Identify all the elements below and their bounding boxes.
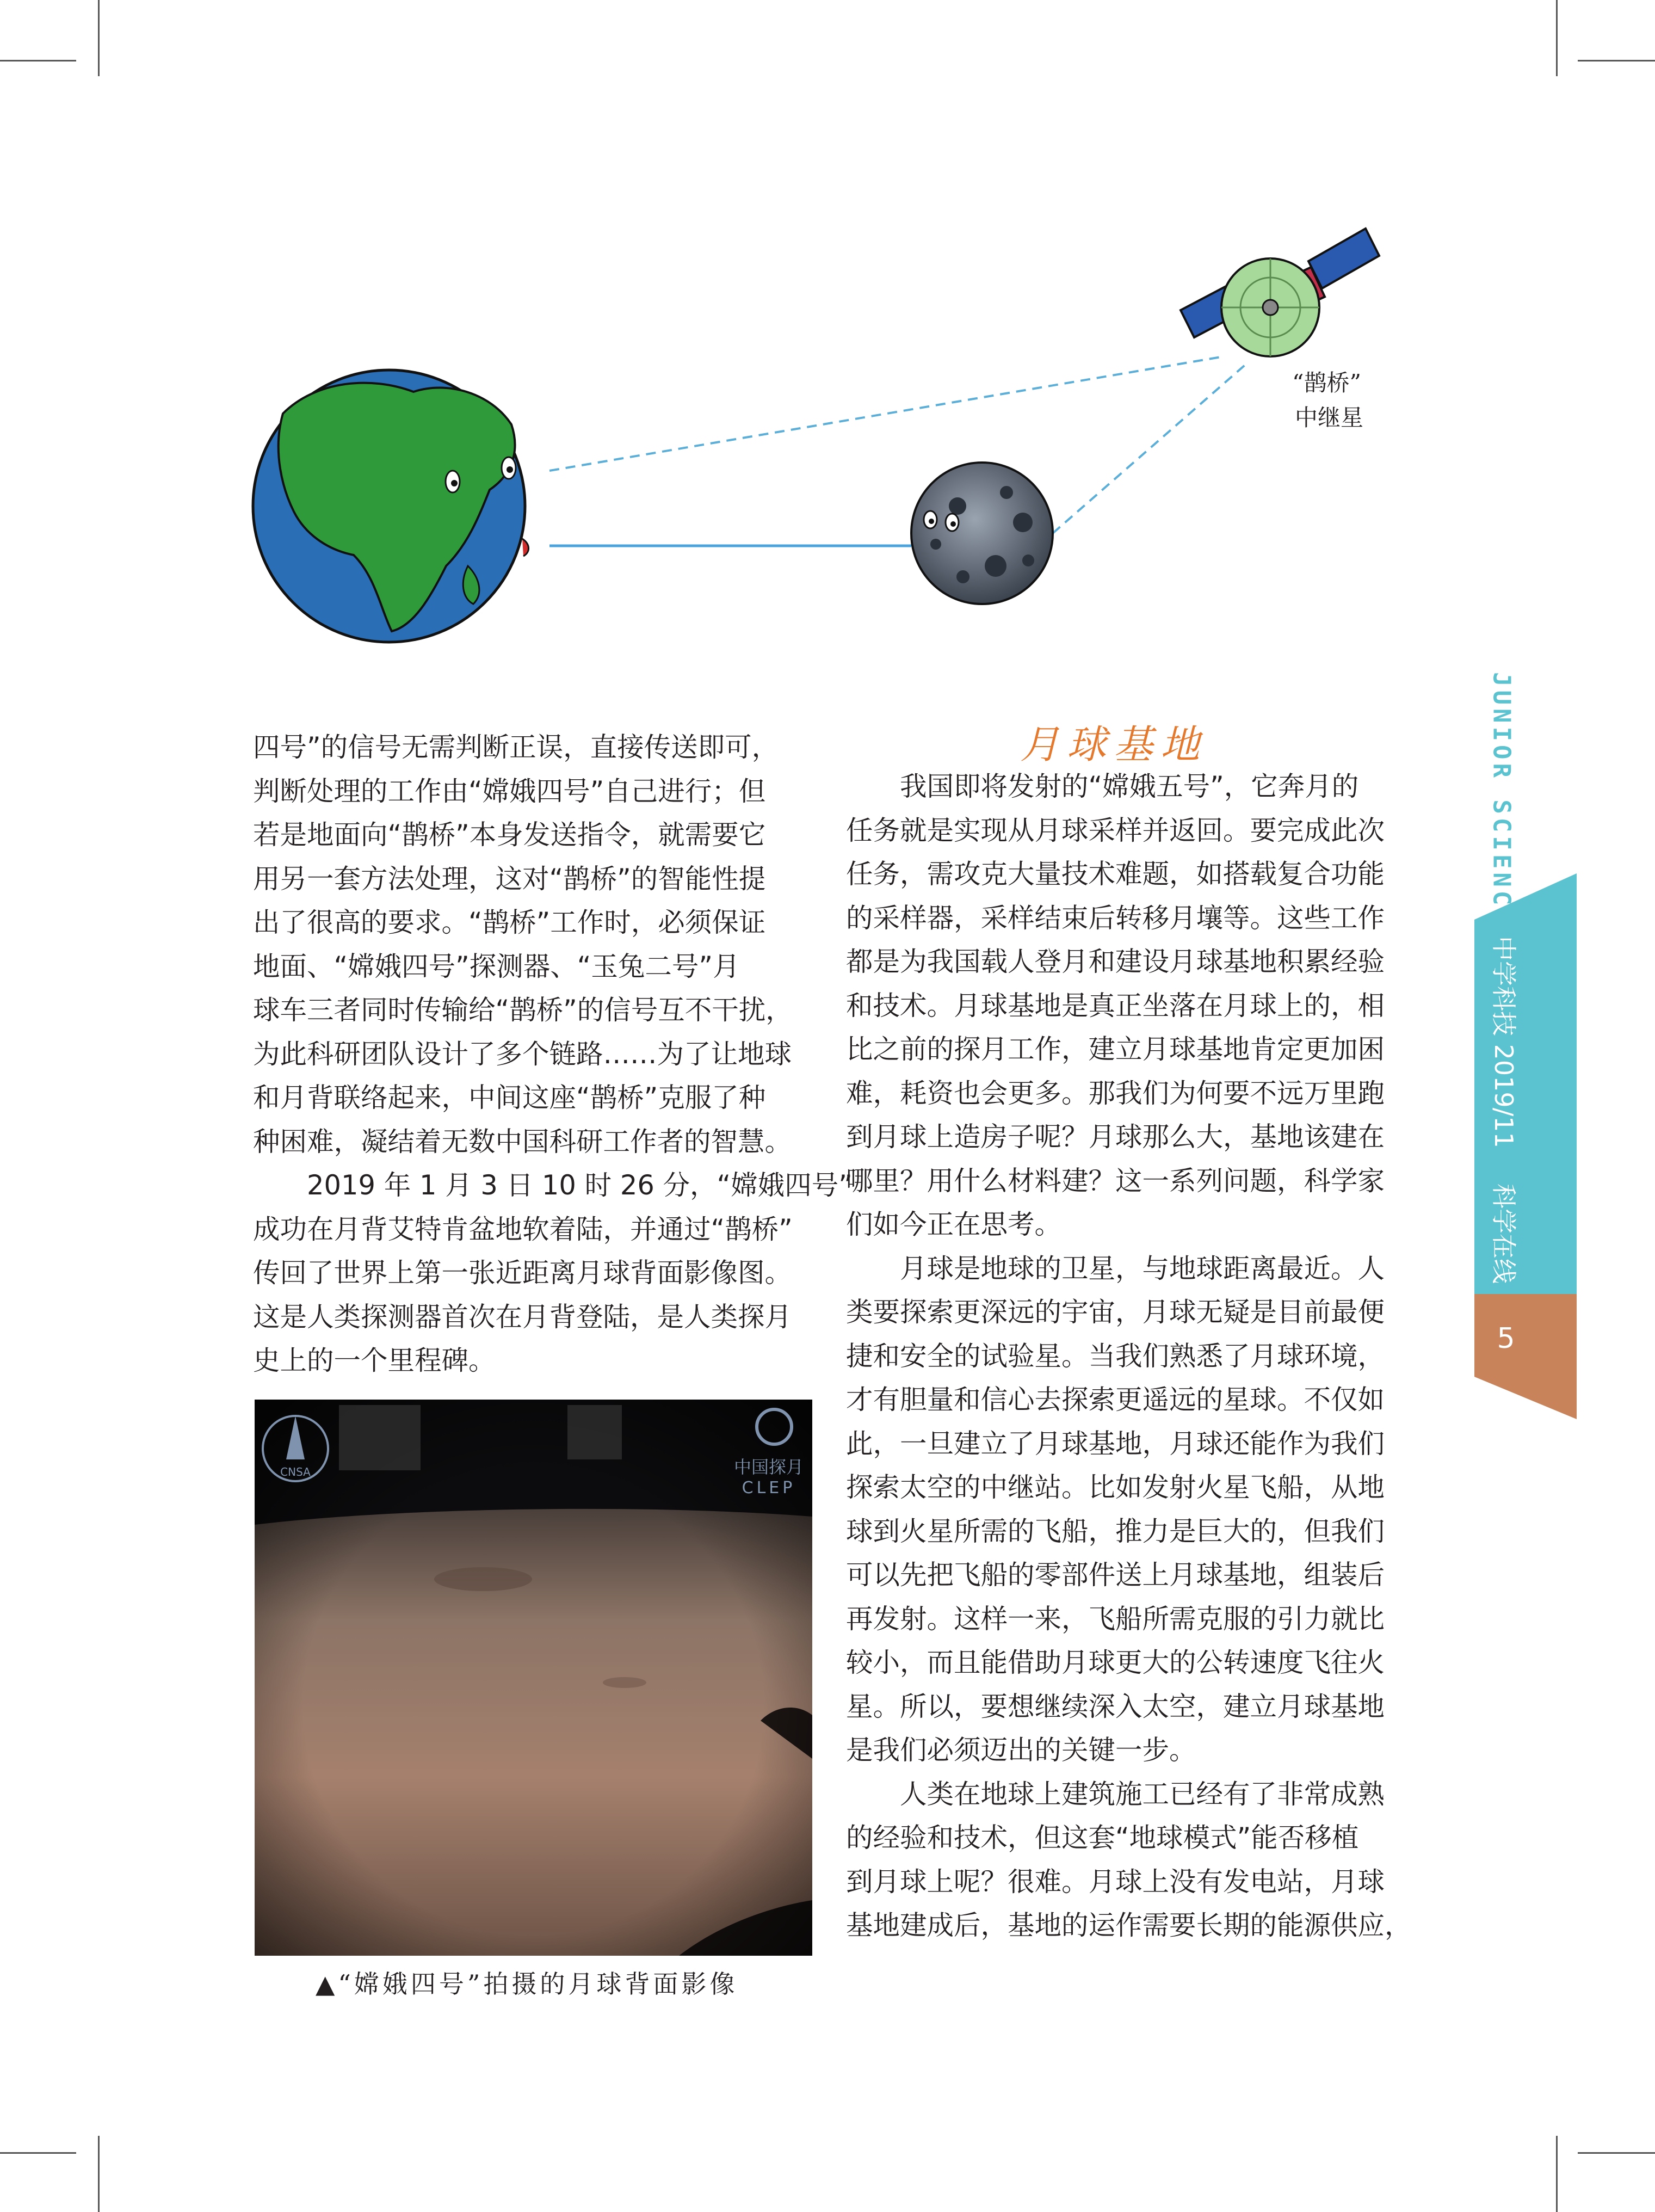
- text-line: 判断处理的工作由“嫦娥四号”自己进行；但: [253, 775, 766, 807]
- left-text-column: [253, 725, 853, 1383]
- crop-mark: [1556, 2136, 1558, 2212]
- text-line: 们如今正在思考。: [846, 1209, 1061, 1240]
- text-line: 可以先把飞船的零部件送上月球基地，组装后: [846, 1559, 1385, 1591]
- text-line: 我国即将发射的“嫦娥五号”，它奔月的: [846, 771, 1359, 802]
- crop-mark: [1578, 2152, 1655, 2154]
- magazine-name-vertical: JUNIOR SCIENCE: [1487, 672, 1516, 927]
- issue-label-vertical: 中学科技 2019/11: [1489, 936, 1518, 1148]
- text-line: 比之前的探月工作，建立月球基地肯定更加困: [846, 1033, 1385, 1065]
- text-line: 人类在地球上建筑施工已经有了非常成熟: [846, 1778, 1385, 1810]
- text-line: 的采样器，采样结束后转移月壤等。这些工作: [846, 902, 1385, 934]
- text-line: 此，一旦建立了月球基地，月球还能作为我们: [846, 1427, 1385, 1459]
- text-line: 基地建成后，基地的运作需要长期的能源供应，: [846, 1909, 1412, 1941]
- text-line: 类要探索更深远的宇宙，月球无疑是目前最便: [846, 1296, 1385, 1328]
- text-line: 任务就是实现从月球采样并返回。要完成此次: [846, 814, 1385, 846]
- page-number: 5: [1497, 1322, 1515, 1355]
- text-line: 球到火星所需的飞船，推力是巨大的，但我们: [846, 1515, 1385, 1547]
- svg-text:CNSA: CNSA: [280, 1465, 311, 1478]
- text-line: 到月球上造房子呢？月球那么大，基地该建在: [846, 1121, 1385, 1153]
- text-line: 星。所以，要想继续深入太空，建立月球基地: [846, 1690, 1385, 1722]
- text-line: 月球是地球的卫星，与地球距离最近。人: [846, 1252, 1385, 1284]
- text-line: 哪里？用什么材料建？这一系列问题，科学家: [846, 1164, 1385, 1197]
- text-line: 地面、“嫦娥四号”探测器、“玉兔二号”月: [253, 950, 740, 982]
- text-line: 和技术。月球基地是真正坐落在月球上的，相: [846, 989, 1385, 1021]
- text-line: 传回了世界上第一张近距离月球背面影像图。: [253, 1257, 792, 1289]
- crop-mark: [98, 2136, 100, 2212]
- text-line: 若是地面向“鹊桥”本身发送指令，就需要它: [253, 819, 766, 851]
- text-line: 史上的一个里程碑。: [253, 1345, 496, 1376]
- text-line: 球车三者同时传输给“鹊桥”的信号互不干扰，: [253, 994, 793, 1026]
- section-heading: 月球基地: [1020, 722, 1208, 767]
- text-line: 难，耗资也会更多。那我们为何要不远万里跑: [846, 1077, 1385, 1109]
- moon-far-side-photo: [255, 1400, 812, 1956]
- svg-text:中国探月: 中国探月: [733, 1457, 804, 1477]
- text-line: 2019 年 1 月 3 日 10 时 26 分，“嫦娥四号”: [253, 1169, 853, 1201]
- text-line: 都是为我国载人登月和建设月球基地积累经验: [846, 946, 1385, 977]
- svg-text:CLEP: CLEP: [742, 1478, 796, 1498]
- text-line: 成功在月背艾特肯盆地软着陆，并通过“鹊桥”: [253, 1213, 793, 1245]
- text-line: 种困难，凝结着无数中国科研工作者的智慧。: [253, 1125, 792, 1157]
- text-line: 的经验和技术，但这套“地球模式”能否移植: [846, 1822, 1359, 1853]
- text-line: 较小，而且能借助月球更大的公转速度飞往火: [846, 1647, 1385, 1678]
- text-line: 为此科研团队设计了多个链路……为了让地球: [253, 1038, 792, 1070]
- photo-caption: ▲“嫦娥四号”拍摄的月球背面影像: [316, 1969, 738, 1999]
- crop-mark: [0, 2152, 76, 2154]
- relay-label-line1: “鹊桥”: [1292, 369, 1361, 396]
- text-line: 是我们必须迈出的关键一步。: [846, 1734, 1196, 1766]
- text-line: 到月球上呢？很难。月球上没有发电站，月球: [846, 1865, 1385, 1897]
- text-line: 出了很高的要求。“鹊桥”工作时，必须保证: [253, 907, 766, 938]
- text-line: 任务，需攻克大量技术难题，如搭载复合功能: [846, 858, 1385, 890]
- text-line: 这是人类探测器首次在月背登陆，是人类探月: [253, 1301, 792, 1333]
- text-line: 捷和安全的试验星。当我们熟悉了月球环境，: [846, 1340, 1385, 1372]
- text-line: 才有胆量和信心去探索更遥远的星球。不仅如: [846, 1384, 1385, 1415]
- right-text-column: [846, 765, 1412, 1948]
- text-line: 用另一套方法处理，这对“鹊桥”的智能性提: [253, 862, 766, 895]
- text-line: 探索太空的中继站。比如发射火星飞船，从地: [846, 1471, 1385, 1503]
- text-line: 和月背联络起来，中间这座“鹊桥”克服了种: [253, 1082, 766, 1113]
- section-label-vertical: 科学在线: [1489, 1184, 1518, 1284]
- relay-label-line2: 中继星: [1295, 404, 1364, 431]
- text-line: 再发射。这样一来，飞船所需克服的引力就比: [846, 1603, 1385, 1635]
- text-line: 四号”的信号无需判断正误，直接传送即可，: [253, 731, 779, 763]
